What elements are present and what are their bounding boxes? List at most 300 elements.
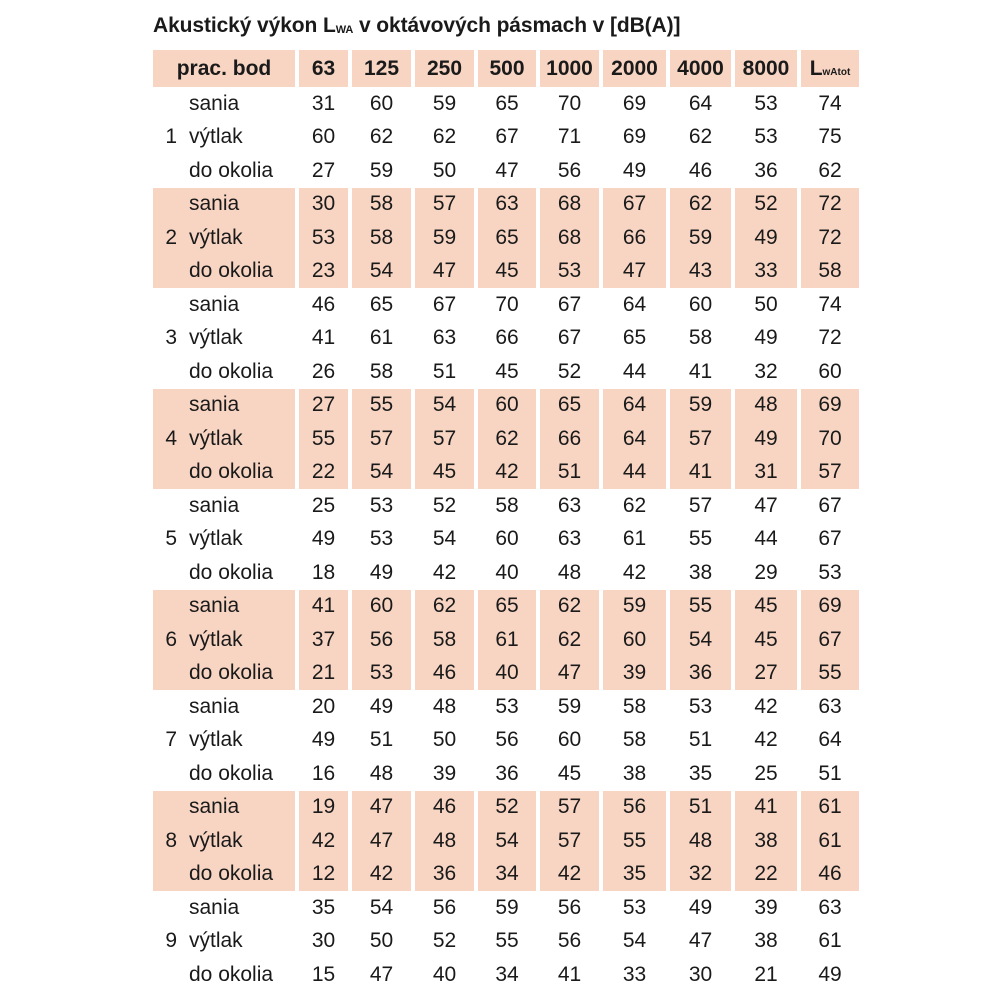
row-label: sania (189, 292, 240, 316)
value-cell: 55 (295, 422, 348, 456)
value-cell: 62 (536, 623, 599, 657)
value-cell: 50 (754, 292, 778, 316)
value-cell: 34 (474, 858, 536, 892)
total-cell: 69 (797, 389, 859, 423)
value-cell: 59 (432, 91, 457, 115)
table-row (153, 288, 859, 322)
value-cell: 48 (411, 824, 474, 858)
value-cell: 44 (622, 359, 647, 383)
table-row (153, 958, 859, 992)
value-cell: 52 (731, 188, 797, 222)
value-cell: 42 (536, 858, 599, 892)
value-cell: 53 (295, 221, 348, 255)
value-cell: 58 (411, 623, 474, 657)
value-cell: 52 (432, 493, 457, 517)
row-label: do okolia (189, 560, 274, 584)
value-cell: 49 (369, 560, 394, 584)
value-cell: 65 (622, 326, 647, 350)
table-row (153, 757, 859, 791)
value-cell: 53 (622, 895, 647, 919)
value-cell: 45 (495, 359, 519, 383)
table-row (153, 925, 859, 959)
value-cell: 63 (557, 527, 582, 551)
header-band: 250 (411, 50, 474, 87)
point-number: 9 (165, 929, 177, 953)
table-title (153, 14, 680, 38)
table-row (153, 355, 859, 389)
total-cell: 72 (797, 221, 859, 255)
value-cell: 59 (599, 590, 666, 624)
value-cell: 49 (311, 527, 336, 551)
point-number: 7 (165, 728, 177, 752)
value-cell: 22 (295, 456, 348, 490)
value-cell: 69 (622, 125, 647, 149)
value-cell: 27 (311, 158, 336, 182)
value-cell: 53 (369, 527, 394, 551)
value-cell: 68 (536, 188, 599, 222)
value-cell: 62 (536, 590, 599, 624)
value-cell: 38 (754, 929, 778, 953)
value-cell: 50 (432, 728, 457, 752)
value-cell: 53 (369, 493, 394, 517)
value-cell: 57 (536, 791, 599, 825)
table-row (153, 255, 859, 289)
value-cell: 30 (295, 188, 348, 222)
value-cell: 62 (666, 188, 731, 222)
value-cell: 51 (369, 728, 394, 752)
value-cell: 36 (666, 657, 731, 691)
point-number (153, 389, 179, 423)
value-cell: 67 (599, 188, 666, 222)
total-cell: 58 (797, 255, 859, 289)
value-cell: 26 (311, 359, 336, 383)
total-cell: 62 (818, 158, 842, 182)
value-cell: 39 (599, 657, 666, 691)
value-cell: 42 (348, 858, 411, 892)
value-cell: 18 (311, 560, 336, 584)
value-cell: 57 (411, 422, 474, 456)
point-number (153, 791, 179, 825)
value-cell: 60 (557, 728, 582, 752)
value-cell: 46 (411, 791, 474, 825)
total-cell: 61 (818, 929, 842, 953)
value-cell: 59 (557, 694, 582, 718)
value-cell: 42 (754, 694, 778, 718)
value-cell: 50 (432, 158, 457, 182)
table-row (153, 858, 859, 892)
value-cell: 64 (688, 91, 713, 115)
value-cell: 48 (666, 824, 731, 858)
point-number (153, 891, 179, 925)
value-cell: 67 (432, 292, 457, 316)
value-cell: 46 (411, 657, 474, 691)
total-cell: 63 (818, 694, 842, 718)
total-cell: 69 (797, 590, 859, 624)
value-cell: 49 (369, 694, 394, 718)
total-cell: 75 (818, 125, 842, 149)
value-cell: 56 (432, 895, 457, 919)
row-label: do okolia (189, 761, 274, 785)
value-cell: 71 (557, 125, 582, 149)
value-cell: 29 (754, 560, 778, 584)
value-cell: 62 (369, 125, 394, 149)
value-cell: 47 (348, 791, 411, 825)
value-cell: 57 (411, 188, 474, 222)
table-row (153, 791, 859, 825)
point-number (153, 858, 179, 892)
value-cell: 55 (348, 389, 411, 423)
value-cell: 56 (557, 895, 582, 919)
value-cell: 45 (557, 761, 582, 785)
value-cell: 70 (495, 292, 519, 316)
value-cell: 59 (495, 895, 519, 919)
value-cell: 42 (474, 456, 536, 490)
point-number (153, 87, 179, 121)
title-prefix: Akustický výkon L (153, 14, 336, 37)
header-row (153, 50, 859, 87)
header-band: 2000 (599, 50, 666, 87)
row-label: sania (189, 895, 240, 919)
row-label: výtlak (189, 125, 243, 149)
value-cell: 30 (688, 962, 713, 986)
row-label: sania (179, 590, 295, 624)
value-cell: 27 (295, 389, 348, 423)
point-number (153, 958, 179, 992)
value-cell: 58 (348, 221, 411, 255)
point-number (153, 590, 179, 624)
header-band: 4000 (666, 50, 731, 87)
value-cell: 30 (311, 929, 336, 953)
table-row (153, 556, 859, 590)
value-cell: 53 (754, 125, 778, 149)
total-cell: 49 (818, 962, 842, 986)
value-cell: 52 (474, 791, 536, 825)
value-cell: 41 (666, 456, 731, 490)
header-band: 500 (474, 50, 536, 87)
value-cell: 41 (311, 326, 336, 350)
title-subscript: WA (335, 24, 354, 36)
header-band: 1000 (536, 50, 599, 87)
table-row (153, 724, 859, 758)
value-cell: 54 (622, 929, 647, 953)
value-cell: 31 (731, 456, 797, 490)
value-cell: 56 (495, 728, 519, 752)
point-number (153, 757, 179, 791)
total-cell: 70 (797, 422, 859, 456)
total-cell: 74 (818, 91, 842, 115)
value-cell: 39 (432, 761, 457, 785)
value-cell: 45 (411, 456, 474, 490)
value-cell: 49 (688, 895, 713, 919)
value-cell: 58 (622, 728, 647, 752)
value-cell: 35 (311, 895, 336, 919)
value-cell: 58 (688, 326, 713, 350)
value-cell: 48 (557, 560, 582, 584)
value-cell: 47 (369, 962, 394, 986)
value-cell: 42 (432, 560, 457, 584)
total-cell: 46 (797, 858, 859, 892)
row-label: do okolia (189, 359, 274, 383)
value-cell: 60 (311, 125, 336, 149)
value-cell: 55 (666, 590, 731, 624)
value-cell: 48 (432, 694, 457, 718)
table-row (153, 489, 859, 523)
value-cell: 59 (411, 221, 474, 255)
value-cell: 42 (295, 824, 348, 858)
acoustic-power-table (153, 50, 859, 992)
row-label: do okolia (179, 858, 295, 892)
table-body (153, 87, 859, 992)
value-cell: 65 (369, 292, 394, 316)
value-cell: 64 (599, 389, 666, 423)
total-cell: 63 (818, 895, 842, 919)
table-row (153, 523, 859, 557)
value-cell: 55 (688, 527, 713, 551)
point-number (153, 489, 179, 523)
value-cell: 40 (474, 657, 536, 691)
value-cell: 57 (688, 493, 713, 517)
row-label: sania (189, 694, 240, 718)
value-cell: 64 (599, 422, 666, 456)
value-cell: 54 (474, 824, 536, 858)
table-row (153, 221, 859, 255)
value-cell: 12 (295, 858, 348, 892)
value-cell: 57 (666, 422, 731, 456)
value-cell: 60 (599, 623, 666, 657)
table-row (153, 322, 859, 356)
value-cell: 37 (295, 623, 348, 657)
point-number (153, 288, 179, 322)
header-total (797, 50, 859, 87)
total-cell: 55 (797, 657, 859, 691)
value-cell: 65 (474, 221, 536, 255)
value-cell: 54 (411, 389, 474, 423)
value-cell: 56 (557, 929, 582, 953)
total-cell: 67 (797, 623, 859, 657)
value-cell: 47 (688, 929, 713, 953)
value-cell: 48 (731, 389, 797, 423)
point-number (153, 188, 179, 222)
value-cell: 39 (754, 895, 778, 919)
row-label: výtlak (179, 623, 295, 657)
row-label: výtlak (179, 824, 295, 858)
table-row (153, 657, 859, 691)
value-cell: 69 (622, 91, 647, 115)
value-cell: 38 (688, 560, 713, 584)
value-cell: 66 (599, 221, 666, 255)
table-row (153, 121, 859, 155)
value-cell: 53 (536, 255, 599, 289)
value-cell: 22 (731, 858, 797, 892)
value-cell: 34 (495, 962, 519, 986)
value-cell: 50 (369, 929, 394, 953)
value-cell: 56 (348, 623, 411, 657)
point-number (153, 154, 179, 188)
point-number: 1 (165, 125, 177, 149)
value-cell: 41 (731, 791, 797, 825)
total-cell: 67 (818, 527, 842, 551)
point-number: 8 (153, 824, 179, 858)
point-number (153, 556, 179, 590)
value-cell: 49 (731, 221, 797, 255)
value-cell: 63 (557, 493, 582, 517)
value-cell: 59 (666, 389, 731, 423)
value-cell: 66 (495, 326, 519, 350)
value-cell: 68 (536, 221, 599, 255)
value-cell: 47 (536, 657, 599, 691)
value-cell: 15 (311, 962, 336, 986)
row-label: výtlak (189, 527, 243, 551)
value-cell: 43 (666, 255, 731, 289)
header-band: 8000 (731, 50, 797, 87)
value-cell: 59 (666, 221, 731, 255)
value-cell: 54 (666, 623, 731, 657)
value-cell: 58 (622, 694, 647, 718)
value-cell: 60 (688, 292, 713, 316)
total-cell: 61 (797, 824, 859, 858)
value-cell: 47 (495, 158, 519, 182)
point-number (153, 255, 179, 289)
value-cell: 36 (754, 158, 778, 182)
value-cell: 42 (622, 560, 647, 584)
value-cell: 49 (754, 326, 778, 350)
value-cell: 67 (495, 125, 519, 149)
value-cell: 38 (622, 761, 647, 785)
row-label: do okolia (189, 962, 274, 986)
value-cell: 54 (348, 255, 411, 289)
row-label: sania (189, 493, 240, 517)
value-cell: 42 (754, 728, 778, 752)
point-number: 5 (165, 527, 177, 551)
row-label: do okolia (179, 456, 295, 490)
table-row (153, 422, 859, 456)
value-cell: 45 (731, 590, 797, 624)
value-cell: 65 (536, 389, 599, 423)
value-cell: 45 (731, 623, 797, 657)
value-cell: 64 (622, 292, 647, 316)
table-row (153, 891, 859, 925)
table-row (153, 590, 859, 624)
header-total-sub: wAtot (822, 66, 851, 78)
header-point: prac. bod (153, 50, 295, 87)
value-cell: 61 (622, 527, 647, 551)
value-cell: 20 (311, 694, 336, 718)
row-label: výtlak (189, 929, 243, 953)
value-cell: 49 (622, 158, 647, 182)
table-row (153, 690, 859, 724)
value-cell: 44 (599, 456, 666, 490)
value-cell: 51 (688, 728, 713, 752)
table-row (153, 154, 859, 188)
value-cell: 46 (688, 158, 713, 182)
value-cell: 54 (348, 456, 411, 490)
value-cell: 19 (295, 791, 348, 825)
value-cell: 46 (311, 292, 336, 316)
value-cell: 52 (557, 359, 582, 383)
value-cell: 67 (557, 292, 582, 316)
value-cell: 25 (754, 761, 778, 785)
value-cell: 54 (432, 527, 457, 551)
total-cell: 51 (818, 761, 842, 785)
row-label: do okolia (189, 158, 274, 182)
value-cell: 65 (495, 91, 519, 115)
title-suffix: v oktávových pásmach v [dB(A)] (353, 14, 681, 37)
value-cell: 33 (731, 255, 797, 289)
value-cell: 25 (311, 493, 336, 517)
value-cell: 47 (599, 255, 666, 289)
point-number (153, 657, 179, 691)
value-cell: 62 (474, 422, 536, 456)
value-cell: 38 (731, 824, 797, 858)
table-row (153, 87, 859, 121)
table-row (153, 456, 859, 490)
total-cell: 57 (797, 456, 859, 490)
table-row (153, 824, 859, 858)
total-cell: 60 (818, 359, 842, 383)
value-cell: 54 (369, 895, 394, 919)
value-cell: 51 (432, 359, 457, 383)
point-number: 2 (153, 221, 179, 255)
value-cell: 60 (474, 389, 536, 423)
header-total-main: L (809, 56, 823, 80)
value-cell: 49 (731, 422, 797, 456)
point-number: 6 (153, 623, 179, 657)
row-label: do okolia (179, 657, 295, 691)
value-cell: 62 (688, 125, 713, 149)
value-cell: 55 (599, 824, 666, 858)
row-label: sania (189, 91, 240, 115)
row-label: sania (179, 188, 295, 222)
row-label: výtlak (179, 422, 295, 456)
value-cell: 67 (557, 326, 582, 350)
total-cell: 72 (818, 326, 842, 350)
value-cell: 16 (311, 761, 336, 785)
value-cell: 51 (666, 791, 731, 825)
value-cell: 53 (754, 91, 778, 115)
value-cell: 51 (536, 456, 599, 490)
value-cell: 49 (311, 728, 336, 752)
value-cell: 33 (622, 962, 647, 986)
row-label: sania (179, 791, 295, 825)
value-cell: 61 (369, 326, 394, 350)
value-cell: 60 (348, 590, 411, 624)
table-row (153, 188, 859, 222)
value-cell: 47 (754, 493, 778, 517)
total-cell: 67 (818, 493, 842, 517)
total-cell: 53 (818, 560, 842, 584)
value-cell: 57 (536, 824, 599, 858)
row-label: výtlak (189, 326, 243, 350)
value-cell: 60 (369, 91, 394, 115)
value-cell: 40 (432, 962, 457, 986)
value-cell: 62 (622, 493, 647, 517)
value-cell: 52 (432, 929, 457, 953)
value-cell: 63 (474, 188, 536, 222)
value-cell: 47 (348, 824, 411, 858)
point-number (153, 456, 179, 490)
value-cell: 31 (311, 91, 336, 115)
value-cell: 60 (495, 527, 519, 551)
table-row (153, 389, 859, 423)
row-label: výtlak (189, 728, 243, 752)
total-cell: 61 (797, 791, 859, 825)
value-cell: 53 (348, 657, 411, 691)
value-cell: 70 (557, 91, 582, 115)
value-cell: 56 (557, 158, 582, 182)
value-cell: 35 (688, 761, 713, 785)
value-cell: 62 (432, 125, 457, 149)
value-cell: 59 (369, 158, 394, 182)
